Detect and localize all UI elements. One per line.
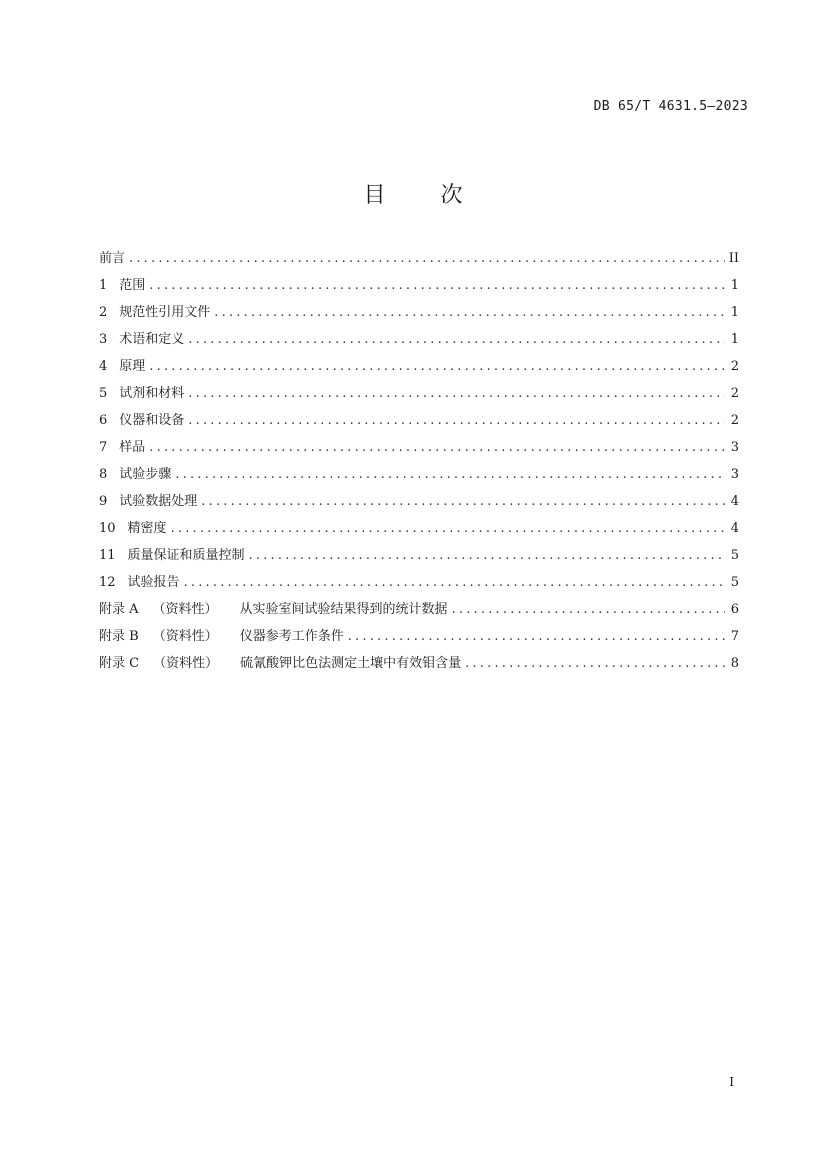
toc-entry-page: II: [728, 251, 739, 266]
toc-entry-4[interactable]: [99, 357, 739, 384]
toc-entry-label: 仪器参考工作条件: [239, 629, 344, 644]
toc-entry-page: 1: [730, 332, 739, 347]
toc-entry-page: 5: [730, 548, 739, 563]
toc-entry-6[interactable]: [99, 411, 739, 438]
toc-entry-3[interactable]: [99, 330, 739, 357]
toc-entry-label: 仪器和设备: [119, 413, 185, 428]
toc-annex-c[interactable]: [99, 654, 739, 681]
toc-entry-page: 7: [730, 629, 739, 644]
toc-entry-number: 3: [99, 332, 108, 347]
toc-annex-kind: （资料性）: [153, 656, 219, 671]
toc-leader-dots: [149, 438, 725, 458]
toc-leader-dots: [175, 465, 725, 485]
document-code: DB 65/T 4631.5—2023: [593, 99, 748, 114]
toc-entry-11[interactable]: [99, 546, 739, 573]
toc-entry-foreword[interactable]: [99, 249, 739, 276]
toc-leader-dots: [184, 573, 725, 593]
toc-annex-kind: （资料性）: [152, 602, 218, 617]
toc-entry-page: 6: [730, 602, 739, 617]
toc-leader-dots: [149, 276, 725, 296]
toc-entry-label: 样品: [119, 440, 146, 455]
toc-entry-label: 硫氰酸钾比色法测定土壤中有效钼含量: [240, 656, 462, 671]
toc-entry-page: 2: [730, 359, 739, 374]
toc-annex-a[interactable]: [99, 600, 739, 627]
toc-annex-b[interactable]: [99, 627, 739, 654]
toc-entry-page: 4: [730, 494, 739, 509]
toc-entry-page: 5: [730, 575, 739, 590]
toc-entry-number: 2: [99, 305, 108, 320]
toc-entry-8[interactable]: [99, 465, 739, 492]
toc-entry-number: 12: [99, 575, 116, 590]
toc-entry-number: 9: [99, 494, 108, 509]
toc-entry-page: 2: [730, 413, 739, 428]
toc-title-char-1: 目: [363, 183, 386, 208]
toc-entry-10[interactable]: [99, 519, 739, 546]
toc-entry-5[interactable]: [99, 384, 739, 411]
toc-leader-dots: [214, 303, 725, 323]
toc-entry-2[interactable]: [99, 303, 739, 330]
toc-entry-label: 精密度: [127, 521, 167, 536]
toc-entry-label: 试验数据处理: [119, 494, 198, 509]
toc-leader-dots: [249, 546, 725, 566]
toc-entry-number: 1: [99, 278, 108, 293]
toc-entry-label: 试验步骤: [119, 467, 172, 482]
toc-entry-page: 4: [730, 521, 739, 536]
toc-leader-dots: [188, 384, 725, 404]
toc-leader-dots: [452, 600, 725, 620]
toc-entry-label: 规范性引用文件: [119, 305, 211, 320]
toc-entry-page: 1: [730, 305, 739, 320]
toc-annex-kind: （资料性）: [152, 629, 218, 644]
toc-leader-dots: [188, 411, 725, 431]
toc-leader-dots: [188, 330, 725, 350]
toc-entry-1[interactable]: [99, 276, 739, 303]
toc-entry-number: 4: [99, 359, 108, 374]
toc-title: [0, 178, 826, 209]
toc-entry-page: 3: [730, 467, 739, 482]
toc-leader-dots: [348, 627, 725, 647]
toc-entry-label: 前言: [99, 251, 126, 266]
toc-entry-page: 3: [730, 440, 739, 455]
toc-leader-dots: [171, 519, 725, 539]
toc-annex-id: 附录 B: [99, 629, 139, 644]
toc-entry-page: 8: [730, 656, 739, 671]
toc-entry-label: 术语和定义: [119, 332, 185, 347]
toc-entry-label: 试验报告: [127, 575, 180, 590]
toc-entry-number: 5: [99, 386, 108, 401]
toc-entry-9[interactable]: [99, 492, 739, 519]
toc-leader-dots: [201, 492, 725, 512]
toc-list: [99, 249, 739, 681]
toc-entry-number: 6: [99, 413, 108, 428]
toc-entry-label: 从实验室间试验结果得到的统计数据: [239, 602, 448, 617]
toc-entry-label: 范围: [119, 278, 146, 293]
toc-title-char-2: 次: [440, 183, 463, 208]
toc-leader-dots: [129, 249, 725, 269]
toc-entry-number: 8: [99, 467, 108, 482]
toc-entry-7[interactable]: [99, 438, 739, 465]
toc-entry-label: 质量保证和质量控制: [127, 548, 245, 563]
toc-entry-page: 1: [730, 278, 739, 293]
toc-entry-page: 2: [730, 386, 739, 401]
toc-annex-id: 附录 A: [99, 602, 139, 617]
toc-leader-dots: [149, 357, 725, 377]
toc-entry-number: 7: [99, 440, 108, 455]
toc-entry-label: 原理: [119, 359, 146, 374]
page-number: I: [729, 1075, 734, 1089]
toc-entry-number: 10: [99, 521, 116, 536]
toc-leader-dots: [465, 654, 725, 674]
toc-annex-id: 附录 C: [99, 656, 140, 671]
toc-entry-12[interactable]: [99, 573, 739, 600]
toc-entry-number: 11: [99, 548, 116, 563]
toc-entry-label: 试剂和材料: [119, 386, 185, 401]
